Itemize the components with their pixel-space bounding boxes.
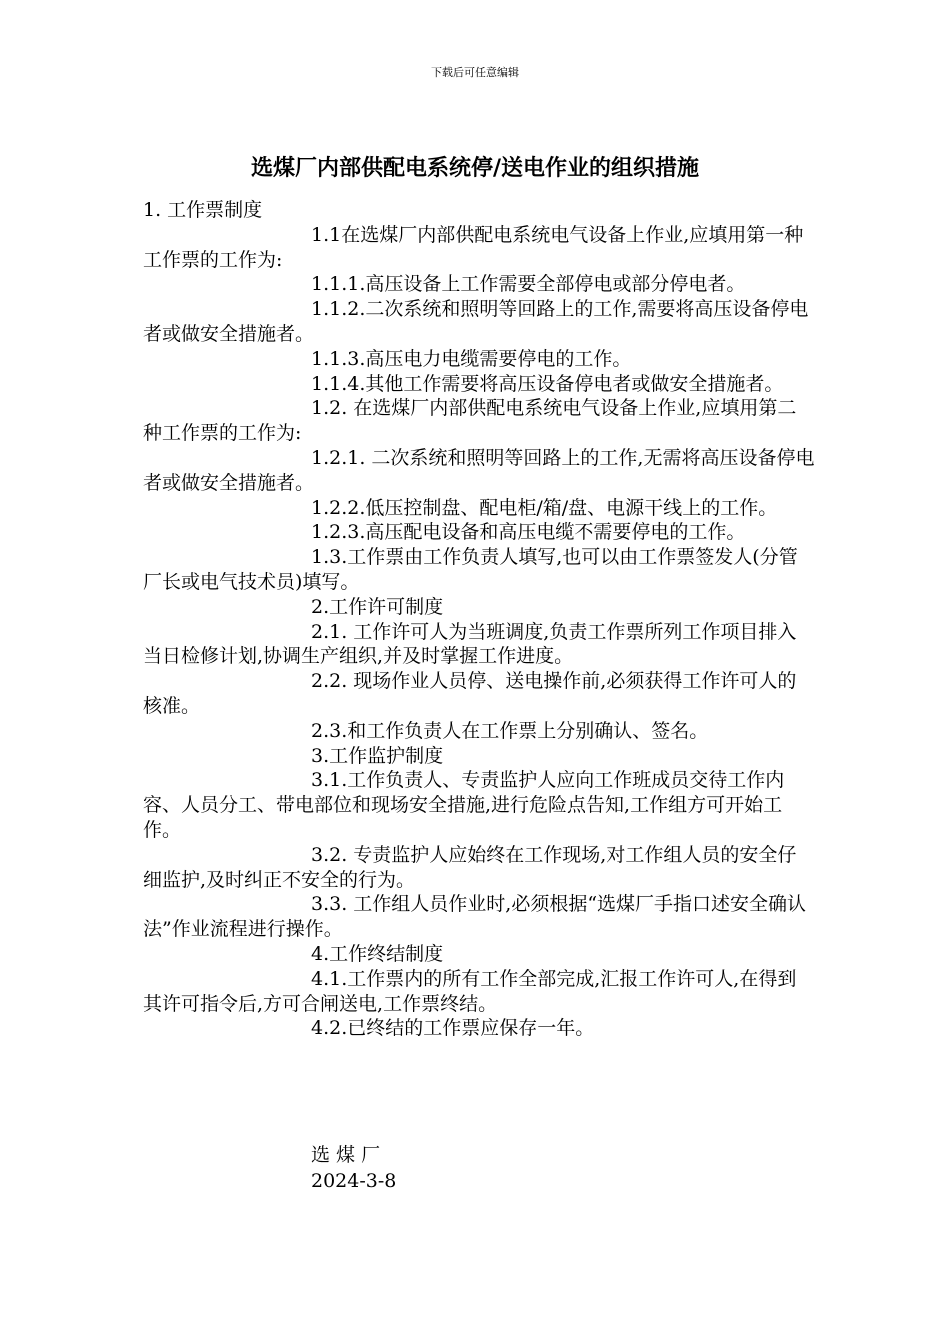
body-paragraph: 2.2. 现场作业人员停、送电操作前,必须获得工作许可人的核准。	[143, 670, 797, 717]
body-paragraph: 1.2.3.高压配电设备和高压电缆不需要停电的工作。	[311, 521, 746, 544]
body-paragraph: 1.1.3.高压电力电缆需要停电的工作。	[311, 347, 632, 370]
section-heading: 3.工作监护制度	[311, 744, 444, 767]
body-paragraph: 1.1.4.其他工作需要将高压设备停电者或做安全措施者。	[311, 372, 784, 395]
body-paragraph: 1.2. 在选煤厂内部供配电系统电气设备上作业,应填用第二种工作票的工作为:	[143, 397, 797, 445]
body-paragraph: 4.1.工作票内的所有工作全部完成,汇报工作许可人,在得到其许可指令后,方可合闸送电,工作票终结。	[143, 967, 797, 1015]
section-heading: 4.工作终结制度	[311, 942, 444, 965]
body-paragraph: 3.1.工作负责人、专责监护人应向工作班成员交待工作内容、人员分工、带电部位和现场安全措施,进行危险点告知,工作组方可开始工作。	[143, 769, 785, 841]
body-paragraph: 1.1在选煤厂内部供配电系统电气设备上作业,应填用第一种工作票的工作为:	[143, 223, 804, 271]
body-paragraph: 3.3. 工作组人员作业时,必须根据“选煤厂手指口述安全确认法”作业流程进行操作。	[143, 893, 807, 941]
signature-block	[311, 1142, 396, 1194]
signature-date: 2024-3-8	[311, 1170, 397, 1192]
body-paragraph: 1.2.1. 二次系统和照明等回路上的工作,无需将高压设备停电者或做安全措施者。	[143, 446, 815, 494]
section-heading: 2.工作许可制度	[311, 595, 444, 618]
body-paragraph: 1.1.2.二次系统和照明等回路上的工作,需要将高压设备停电者或做安全措施者。	[143, 298, 809, 345]
document-title: 选煤厂内部供配电系统停/送电作业的组织措施	[250, 156, 700, 181]
body-paragraph: 1. 工作票制度	[143, 199, 263, 221]
body-paragraph: 2.3.和工作负责人在工作票上分别确认、签名。	[311, 719, 709, 742]
document-body	[143, 198, 815, 1041]
body-paragraph: 1.3.工作票由工作负责人填写,也可以由工作票签发人(分管厂长或电气技术员)填写。	[143, 546, 798, 593]
body-paragraph: 2.1. 工作许可人为当班调度,负责工作票所列工作项目排入当日检修计划,协调生产组织,并及时掌握工作进度。	[143, 620, 797, 668]
body-paragraph: 1.1.1.高压设备上工作需要全部停电或部分停电者。	[311, 273, 746, 296]
body-paragraph: 4.2.已终结的工作票应保存一年。	[311, 1017, 595, 1040]
body-paragraph: 1.2.2.低压控制盘、配电柜/箱/盘、电源干线上的工作。	[311, 496, 778, 519]
body-paragraph: 3.2. 专责监护人应始终在工作现场,对工作组人员的安全仔细监护,及时纠正不安全的行为。	[143, 843, 797, 891]
page-header-note: 下载后可任意编辑	[431, 66, 519, 79]
signature-organization: 选 煤 厂	[311, 1144, 381, 1166]
